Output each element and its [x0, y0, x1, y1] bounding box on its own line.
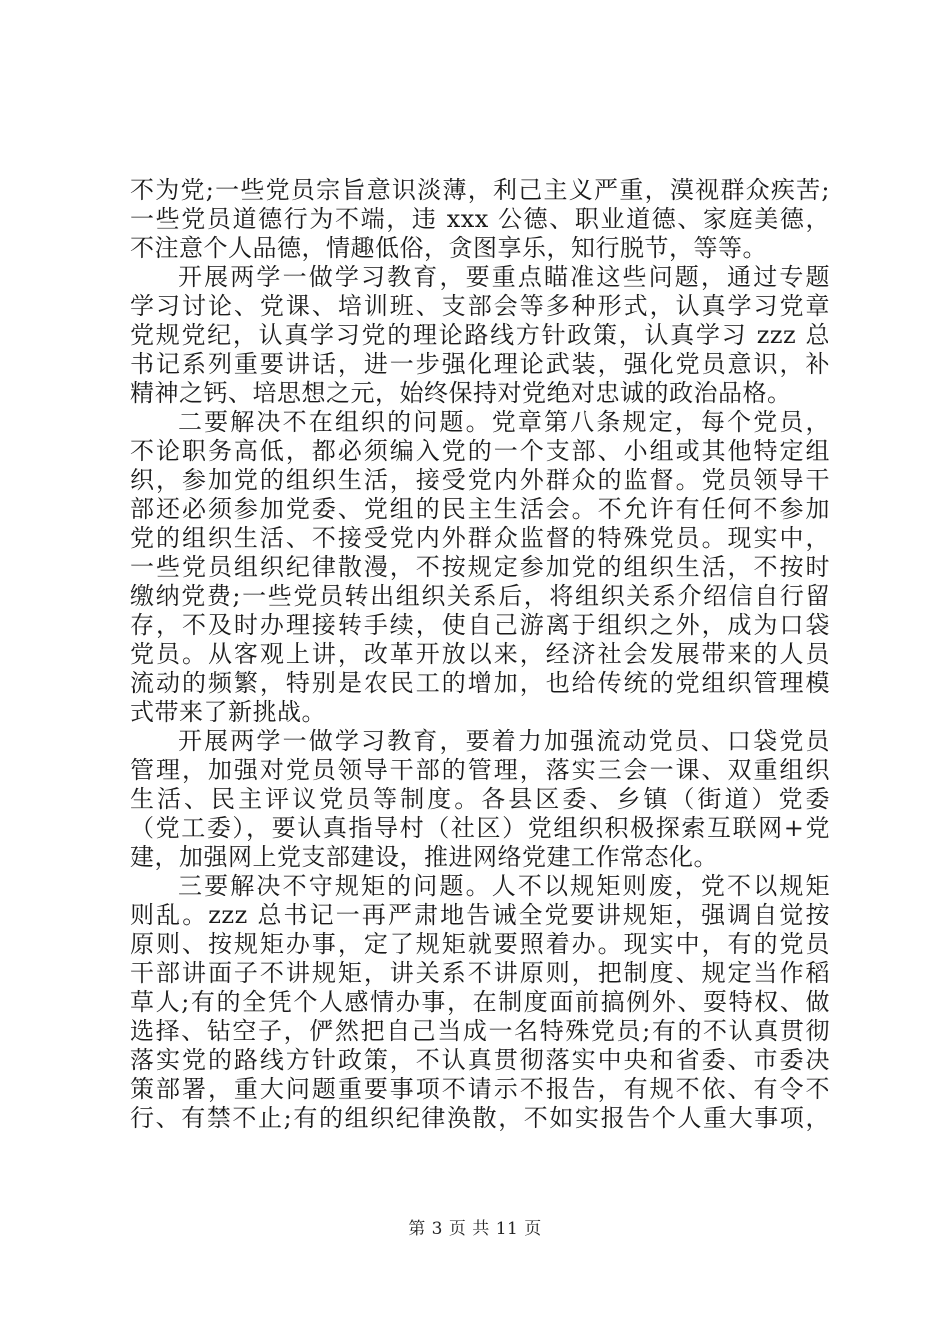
text-line: 党的组织生活、不接受党内外群众监督的特殊党员。现实中， [130, 524, 830, 552]
text-line: 缴纳党费;一些党员转出组织关系后，将组织关系介绍信自行留 [130, 582, 830, 610]
paragraph [130, 263, 830, 408]
text-line: 党员。从客观上讲，改革开放以来，经济社会发展带来的人员 [130, 640, 830, 668]
text-line: 不为党;一些党员宗旨意识淡薄，利己主义严重，漠视群众疾苦; [130, 176, 830, 204]
page-number-footer: 第 3 页 共 11 页 [408, 1219, 542, 1239]
text-line: 织，参加党的组织生活，接受党内外群众的监督。党员领导干 [130, 466, 830, 494]
text-line: 建，加强网上党支部建设，推进网络党建工作常态化。 [130, 843, 718, 871]
text-line: 党规党纪，认真学习党的理论路线方针政策，认真学习 zzz 总 [130, 321, 830, 349]
paragraph [130, 408, 830, 727]
text-line: 不注意个人品德，情趣低俗，贪图享乐，知行脱节，等等。 [130, 234, 767, 262]
text-line: 原则、按规矩办事，定了规矩就要照着办。现实中，有的党员 [130, 930, 830, 958]
paragraph [130, 872, 830, 1133]
text-line: 行、有禁不止;有的组织纪律涣散，不如实报告个人重大事项， [130, 1104, 830, 1132]
text-line: 开展两学一做学习教育，要着力加强流动党员、口袋党员 [178, 727, 830, 755]
text-line: 存，不及时办理接转手续，使自己游离于组织之外，成为口袋 [130, 611, 830, 639]
text-line: 落实党的路线方针政策，不认真贯彻落实中央和省委、市委决 [130, 1046, 830, 1074]
text-line: 不论职务高低，都必须编入党的一个支部、小组或其他特定组 [130, 437, 830, 465]
text-line: 草人;有的全凭个人感情办事，在制度面前搞例外、耍特权、做 [130, 988, 830, 1016]
text-line: 生活、民主评议党员等制度。各县区委、乡镇（街道）党委 [130, 785, 830, 813]
paragraph [130, 176, 830, 263]
text-line: 三要解决不守规矩的问题。人不以规矩则废，党不以规矩 [178, 872, 830, 900]
text-line: （党工委），要认真指导村（社区）党组织积极探索互联网+党 [130, 814, 830, 842]
text-line: 开展两学一做学习教育，要重点瞄准这些问题，通过专题 [178, 263, 830, 291]
document-body [130, 176, 830, 1133]
text-line: 流动的频繁，特别是农民工的增加，也给传统的党组织管理模 [130, 669, 830, 697]
text-line: 干部讲面子不讲规矩，讲关系不讲原则，把制度、规定当作稻 [130, 959, 830, 987]
text-line: 部还必须参加党委、党组的民主生活会。不允许有任何不参加 [130, 495, 830, 523]
text-line: 一些党员组织纪律散漫，不按规定参加党的组织生活，不按时 [130, 553, 830, 581]
text-line: 学习讨论、党课、培训班、支部会等多种形式，认真学习党章 [130, 292, 830, 320]
text-line: 选择、钻空子，俨然把自己当成一名特殊党员;有的不认真贯彻 [130, 1017, 830, 1045]
text-line: 二要解决不在组织的问题。党章第八条规定，每个党员， [178, 408, 830, 436]
paragraph [130, 727, 830, 872]
text-line: 书记系列重要讲话，进一步强化理论武装，强化党员意识，补 [130, 350, 830, 378]
text-line: 策部署，重大问题重要事项不请示不报告，有规不依、有令不 [130, 1075, 830, 1103]
text-line: 式带来了新挑战。 [130, 698, 326, 726]
text-line: 管理，加强对党员领导干部的管理，落实三会一课、双重组织 [130, 756, 830, 784]
text-line: 则乱。zzz 总书记一再严肃地告诫全党要讲规矩，强调自觉按 [130, 901, 830, 929]
text-line: 一些党员道德行为不端，违 xxx 公德、职业道德、家庭美德， [130, 205, 830, 233]
text-line: 精神之钙、培思想之元，始终保持对党绝对忠诚的政治品格。 [130, 379, 792, 407]
